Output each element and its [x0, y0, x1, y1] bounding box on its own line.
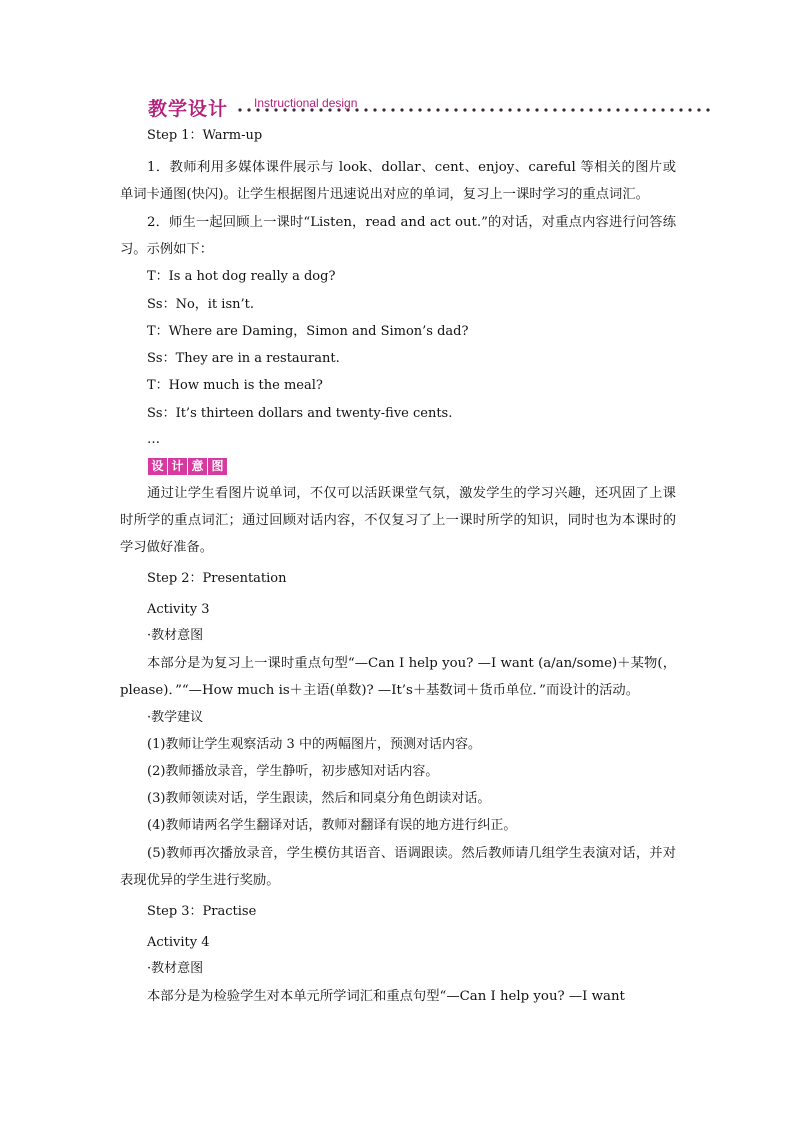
- dot: [481, 108, 484, 111]
- dot: [364, 108, 367, 111]
- design-intent-badge: [148, 458, 227, 475]
- dot: [391, 108, 394, 111]
- design-intent-text: 通过让学生看图片说单词，不仅可以活跃课堂气氛，激发学生的学习兴趣，还巩固了上课时所学的重点词汇；通过回顾对话内容，不仅复习了上一课时所学的知识，同时也为本课时的学习做好准备。: [120, 486, 676, 555]
- step1-paragraph-1: 1．教师利用多媒体课件展示与 look、dollar、cent、enjoy、careful 等相关的图片或单词卡通图(快闪)。让学生根据图片迅速说出对应的单词，复习上一课时学习的重点词汇。: [120, 160, 676, 202]
- dot: [661, 108, 664, 111]
- dot: [697, 108, 700, 111]
- activity-4-label: Activity 4: [147, 935, 210, 950]
- section-subtitle: Instructional design: [254, 96, 358, 110]
- dot: [652, 108, 655, 111]
- dot: [706, 108, 709, 111]
- dot: [472, 108, 475, 111]
- dialogue-line: Ss：It’s thirteen dollars and twenty-five cents.: [147, 406, 453, 421]
- dot: [688, 108, 691, 111]
- dot: [490, 108, 493, 111]
- dot: [625, 108, 628, 111]
- dot: [445, 108, 448, 111]
- dialogue-line: T：Is a hot dog really a dog?: [147, 269, 336, 284]
- dot: [382, 108, 385, 111]
- dot: [499, 108, 502, 111]
- badge-char: 意: [188, 458, 207, 475]
- dot: [616, 108, 619, 111]
- dot: [508, 108, 511, 111]
- dot: [634, 108, 637, 111]
- dot: [517, 108, 520, 111]
- dot: [454, 108, 457, 111]
- dialogue-line: T：Where are Daming，Simon and Simon’s dad?: [147, 324, 469, 339]
- dialogue-line: Ss：No，it isn’t.: [147, 297, 254, 312]
- dot: [238, 108, 241, 111]
- step1-heading: Step 1：Warm-up: [147, 128, 263, 143]
- dot: [409, 108, 412, 111]
- step2-heading: Step 2：Presentation: [147, 571, 287, 586]
- step3-intent-text: 本部分是为检验学生对本单元所学词汇和重点句型“—Can I help you? —I want: [147, 989, 625, 1004]
- dot: [544, 108, 547, 111]
- dialogue-line: T：How much is the meal?: [147, 378, 323, 393]
- suggest-label: ·教学建议: [147, 710, 204, 725]
- dot: [562, 108, 565, 111]
- step3-heading: Step 3：Practise: [147, 904, 257, 919]
- dot: [571, 108, 574, 111]
- dot: [598, 108, 601, 111]
- dot: [427, 108, 430, 111]
- suggestion-item: (3)教师领读对话，学生跟读，然后和同桌分角色朗读对话。: [147, 791, 491, 806]
- intent-label: ·教材意图: [147, 961, 204, 976]
- dot: [436, 108, 439, 111]
- dot: [526, 108, 529, 111]
- suggestion-item: (5)教师再次播放录音，学生模仿其语音、语调跟读。然后教师请几组学生表演对话，并对表现优异的学生进行奖励。: [120, 846, 676, 888]
- dot: [535, 108, 538, 111]
- badge-char: 计: [168, 458, 187, 475]
- dialogue-ellipsis: …: [147, 432, 160, 447]
- dot: [670, 108, 673, 111]
- dot: [643, 108, 646, 111]
- intent-label: ·教材意图: [147, 628, 204, 643]
- dot: [589, 108, 592, 111]
- badge-char: 图: [208, 458, 227, 475]
- dot: [580, 108, 583, 111]
- dot: [418, 108, 421, 111]
- badge-char: 设: [148, 458, 167, 475]
- suggestion-item: (2)教师播放录音，学生静听，初步感知对话内容。: [147, 764, 439, 779]
- suggestion-item: (1)教师让学生观察活动 3 中的两幅图片，预测对话内容。: [147, 737, 481, 752]
- dot: [400, 108, 403, 111]
- dot: [247, 108, 250, 111]
- section-header: [148, 92, 718, 122]
- section-title: 教学设计: [148, 98, 229, 120]
- step2-intent-text: 本部分是为复习上一课时重点句型“—Can I help you? —I want (a/an/some)＋某物(，please)．”“—How much is＋主语(单数)? —It’s＋基数词＋货币单位．”而设计的活动。: [120, 656, 676, 698]
- dot: [679, 108, 682, 111]
- dot: [373, 108, 376, 111]
- step1-paragraph-2: 2．师生一起回顾上一课时“Listen，read and act out.”的对话，对重点内容进行问答练习。示例如下：: [120, 215, 676, 257]
- dialogue-line: Ss：They are in a restaurant.: [147, 351, 340, 366]
- dot: [463, 108, 466, 111]
- activity-3-label: Activity 3: [147, 602, 210, 617]
- dot: [607, 108, 610, 111]
- suggestion-item: (4)教师请两名学生翻译对话，教师对翻译有误的地方进行纠正。: [147, 818, 517, 833]
- dot: [553, 108, 556, 111]
